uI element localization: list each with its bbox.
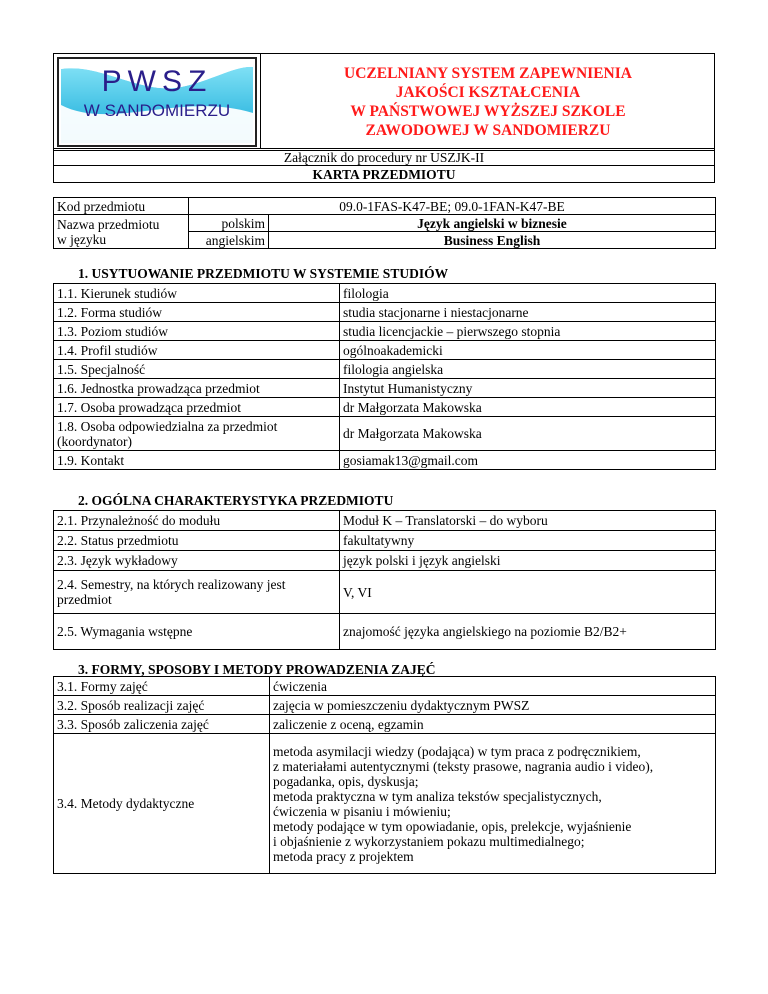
english-label: angielskim xyxy=(189,232,269,249)
logo-text-pwsz: PWSZ xyxy=(101,65,213,98)
row-label: 1.3. Poziom studiów xyxy=(54,322,340,341)
logo xyxy=(57,57,257,147)
card-title: KARTA PRZEDMIOTU xyxy=(54,166,715,183)
row-value: fakultatywny xyxy=(340,531,716,551)
methods-label: 3.4. Metody dydaktyczne xyxy=(54,734,270,874)
row-value: V, VI xyxy=(340,571,716,614)
row-value: dr Małgorzata Makowska xyxy=(340,398,716,417)
row-value: studia stacjonarne i niestacjonarne xyxy=(340,303,716,322)
section3-table xyxy=(53,676,716,874)
contact-email: gosiamak13@gmail.com xyxy=(340,451,716,470)
section2-title: 2. OGÓLNA CHARAKTERYSTYKA PRZEDMIOTU xyxy=(78,493,394,508)
logo-text-sandomierz: W SANDOMIERZU xyxy=(83,101,231,120)
row-label: 1.2. Forma studiów xyxy=(54,303,340,322)
methods-line: pogadanka, opis, dyskusja; xyxy=(273,773,419,789)
row-label: 1.9. Kontakt xyxy=(54,451,340,470)
course-code-value: 09.0-1FAS-K47-BE; 09.0-1FAN-K47-BE xyxy=(189,198,716,215)
header-title-line: UCZELNIANY SYSTEM ZAPEWNIENIA xyxy=(344,65,632,82)
logo-image xyxy=(61,61,253,143)
row-label: 2.5. Wymagania wstępne xyxy=(54,614,340,650)
row-value: dr Małgorzata Makowska xyxy=(340,417,716,451)
methods-line: metody podające w tym opowiadanie, opis, prelekcje, wyjaśnienie xyxy=(273,818,632,834)
methods-line: metoda praktyczna w tym analiza tekstów specjalistycznych, xyxy=(273,788,602,804)
course-table xyxy=(53,197,716,249)
english-name-value: Business English xyxy=(269,232,716,249)
course-name-label xyxy=(54,215,189,249)
row-label: 1.5. Specjalność xyxy=(54,360,340,379)
header-title-line: W PAŃSTWOWEJ WYŻSZEJ SZKOLE xyxy=(350,103,626,120)
row-label: 2.2. Status przedmiotu xyxy=(54,531,340,551)
row-label: 1.7. Osoba prowadząca przedmiot xyxy=(54,398,340,417)
row-label: 3.3. Sposób zaliczenia zajęć xyxy=(54,715,270,734)
header-title-line: ZAWODOWEJ W SANDOMIERZU xyxy=(365,122,611,139)
polish-label: polskim xyxy=(189,215,269,232)
section2-table xyxy=(53,510,716,650)
row-value: Instytut Humanistyczny xyxy=(340,379,716,398)
course-name-label-line: Nazwa przedmiotu xyxy=(57,216,160,232)
row-label: 1.4. Profil studiów xyxy=(54,341,340,360)
row-value: Moduł K – Translatorski – do wyboru xyxy=(340,511,716,531)
row-label: 2.3. Język wykładowy xyxy=(54,551,340,571)
row-value: ogólnoakademicki xyxy=(340,341,716,360)
header-annex-table xyxy=(53,148,715,183)
methods-line: metoda pracy z projektem xyxy=(273,848,414,864)
header-title-line: JAKOŚCI KSZTAŁCENIA xyxy=(395,84,581,101)
header-separator xyxy=(260,53,261,149)
polish-name-value: Język angielski w biznesie xyxy=(269,215,716,232)
row-value: filologia angielska xyxy=(340,360,716,379)
row-label: 3.1. Formy zajęć xyxy=(54,677,270,696)
row-label: 1.6. Jednostka prowadząca przedmiot xyxy=(54,379,340,398)
row-value: znajomość języka angielskiego na poziomie B2/B2+ xyxy=(340,614,716,650)
methods-line: ćwiczenia w pisaniu i mówieniu; xyxy=(273,803,451,819)
methods-line: z materiałami autentycznymi (teksty prasowe, nagrania audio i video), xyxy=(273,758,654,774)
methods-value xyxy=(270,734,716,874)
methods-line: metoda asymilacji wiedzy (podająca) w tym praca z podręcznikiem, xyxy=(273,743,641,759)
row-value: ćwiczenia xyxy=(270,677,716,696)
header-title xyxy=(270,64,706,140)
row-value: język polski i język angielski xyxy=(340,551,716,571)
course-name-label-line: w języku xyxy=(57,231,107,247)
row-value: zajęcia w pomieszczeniu dydaktycznym PWSZ xyxy=(270,696,716,715)
section1-table xyxy=(53,283,716,470)
row-label: 2.1. Przynależność do modułu xyxy=(54,511,340,531)
row-label: 1.1. Kierunek studiów xyxy=(54,284,340,303)
row-label: 2.4. Semestry, na których realizowany jest przedmiot xyxy=(54,571,340,614)
row-value: zaliczenie z oceną, egzamin xyxy=(270,715,716,734)
row-label: 3.2. Sposób realizacji zajęć xyxy=(54,696,270,715)
row-value: filologia xyxy=(340,284,716,303)
annex-text: Załącznik do procedury nr USZJK-II xyxy=(54,149,715,166)
course-code-label: Kod przedmiotu xyxy=(54,198,189,215)
section1-title: 1. USYTUOWANIE PRZEDMIOTU W SYSTEMIE STUDIÓW xyxy=(78,266,449,281)
row-label: 1.8. Osoba odpowiedzialna za przedmiot (koordynator) xyxy=(54,417,340,451)
methods-line: i objaśnienie z wykorzystaniem pokazu multimedialnego; xyxy=(273,833,585,849)
row-value: studia licencjackie – pierwszego stopnia xyxy=(340,322,716,341)
section3-title: 3. FORMY, SPOSOBY I METODY PROWADZENIA ZAJĘĆ xyxy=(78,662,436,677)
